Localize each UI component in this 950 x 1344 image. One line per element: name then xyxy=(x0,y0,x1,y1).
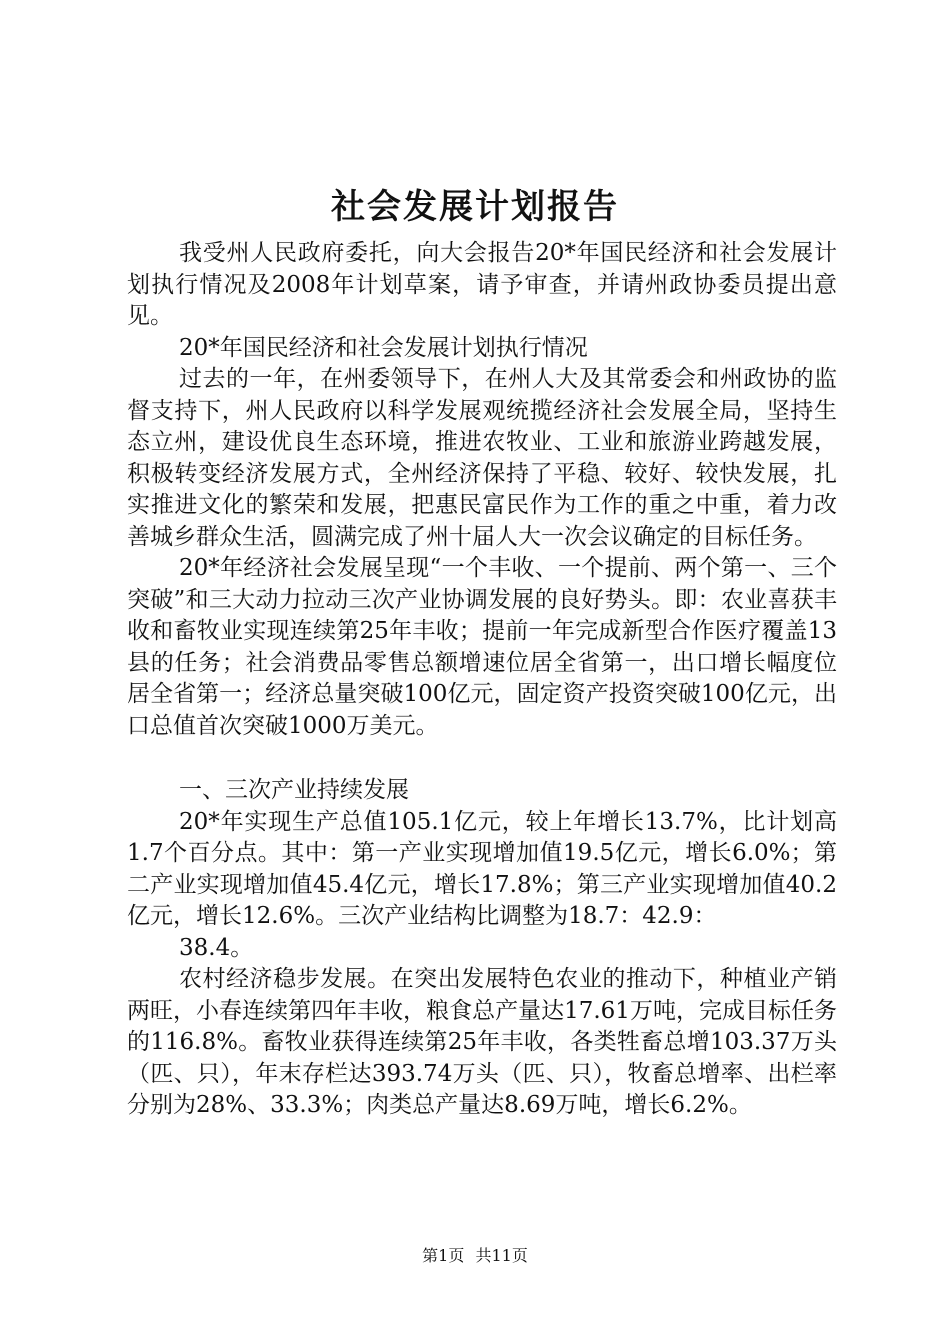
page-total: 共11页 xyxy=(475,1246,528,1265)
document-title: 社会发展计划报告 xyxy=(331,187,619,227)
paragraph-gdp: 20*年实现生产总值105.1亿元，较上年增长13.7%，比计划高1.7个百分点。其中：第一产业实现增加值19.5亿元，增长6.0%；第二产业实现增加值45.4亿元，增长17.8%；第三产业实现增加值40.2亿元，增长12.6%。三次产业结构比调整为18.7：42.9： xyxy=(127,808,837,929)
paragraph-section-heading: 20*年国民经济和社会发展计划执行情况 xyxy=(179,334,588,361)
page-number: 第1页 xyxy=(422,1246,465,1265)
paragraph-intro: 我受州人民政府委托，向大会报告20*年国民经济和社会发展计划执行情况及2008年计划草案，请予审查，并请州政协委员提出意见。 xyxy=(127,240,837,329)
document-body xyxy=(127,238,837,1122)
page-footer xyxy=(0,1245,950,1267)
paragraph-gdp-continued: 38.4。 xyxy=(179,934,254,961)
paragraph-review: 过去的一年，在州委领导下，在州人大及其常委会和州政协的监督支持下，州人民政府以科学发展观统揽经济社会发展全局，坚持生态立州，建设优良生态环境，推进农牧业、工业和旅游业跨越发展，积极转变经济发展方式，全州经济保持了平稳、较好、较快发展，扎实推进文化的繁荣和发展，把惠民富民作为工作的重之中重，着力改善城乡群众生活，圆满完成了州十届人大一次会议确定的目标任务。 xyxy=(127,366,837,550)
paragraph-highlights: 20*年经济社会发展呈现“一个丰收、一个提前、两个第一、三个突破”和三大动力拉动三次产业协调发展的良好势头。即：农业喜获丰收和畜牧业实现连续第25年丰收；提前一年完成新型合作医疗覆盖13县的任务；社会消费品零售总额增速位居全省第一，出口增长幅度位居全省第一；经济总量突破100亿元，固定资产投资突破100亿元，出口总值首次突破1000万美元。 xyxy=(127,555,837,739)
paragraph-subheading-industries: 一、三次产业持续发展 xyxy=(179,777,409,803)
paragraph-spacer xyxy=(127,742,837,775)
paragraph-rural-economy: 农村经济稳步发展。在突出发展特色农业的推动下，种植业产销两旺，小春连续第四年丰收，粮食总产量达17.61万吨，完成目标任务的116.8%。畜牧业获得连续第25年丰收，各类牲畜总增103.37万头（匹、只），年末存栏达393.74万头（匹、只），牧畜总增率、出栏率分别为28%、33.3%；肉类总产量达8.69万吨，增长6.2%。 xyxy=(127,966,837,1118)
